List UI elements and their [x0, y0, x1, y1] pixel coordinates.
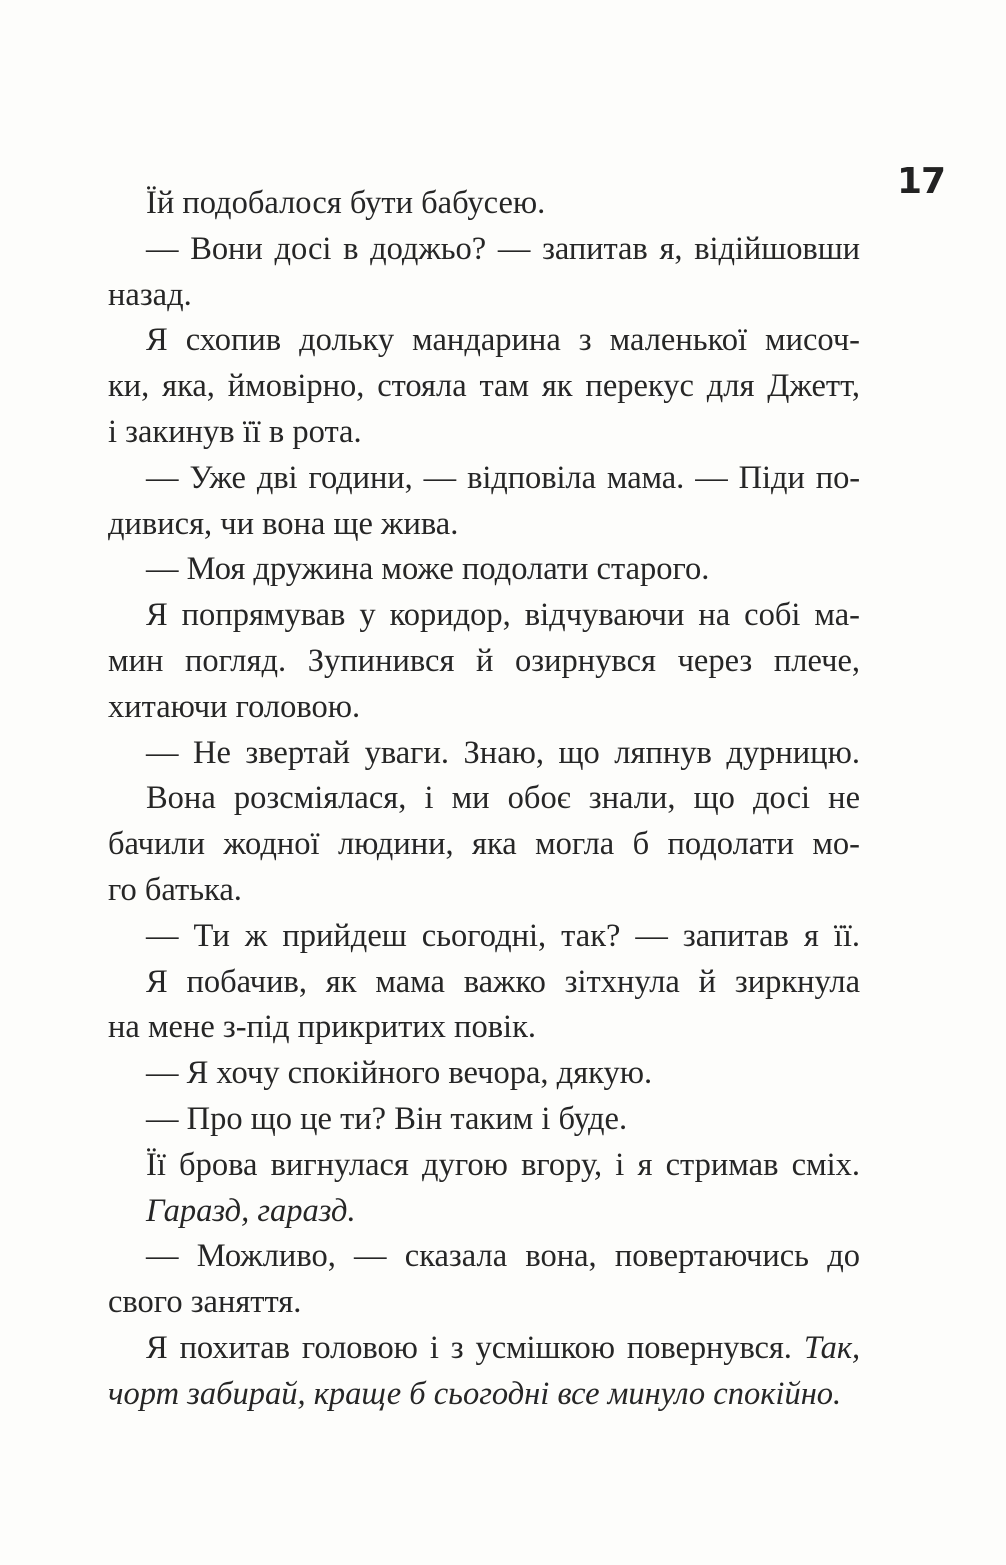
paragraph-line: на мене з-під прикритих повік.: [108, 1009, 536, 1046]
paragraph: [108, 547, 860, 593]
paragraph-line: — Я хочу спокійного вечора, дякую.: [146, 1055, 653, 1092]
paragraph: [108, 181, 860, 227]
paragraph: [108, 318, 860, 455]
paragraph-line: — Не звертай уваги. Знаю, що ляпнув дурницю.: [146, 734, 860, 771]
paragraph-line: [108, 1326, 860, 1372]
paragraph: [108, 1189, 860, 1235]
paragraph-line: Я попрямував у коридор, відчуваючи на собі ма-: [146, 597, 860, 634]
paragraph-line: хитаючи головою.: [108, 688, 361, 725]
paragraph-line: свого заняття.: [108, 1284, 302, 1321]
paragraph-line: Вона розсміялася, і ми обоє знали, що досі не: [146, 780, 860, 817]
text-run: Я похитав головою і з усмішкою повернувся.: [146, 1329, 804, 1366]
paragraph-line: Їй подобалося бути бабусею.: [146, 185, 546, 221]
paragraph-line: — Вони досі в доджьо? — запитав я, відійшовши: [146, 230, 860, 267]
paragraph: [108, 227, 860, 319]
paragraph-line: і закинув її в рота.: [108, 413, 362, 450]
body-text: [108, 181, 860, 1418]
paragraph: [108, 456, 860, 548]
paragraph-line: Я схопив дольку мандарина з маленької мисоч-: [146, 322, 860, 359]
paragraph-line: — Уже дві години, — відповіла мама. — Піди по-: [146, 459, 860, 496]
paragraph-line: го батька.: [108, 871, 242, 908]
paragraph-line: ки, яка, ймовірно, стояла там як перекус для Джетт,: [108, 368, 860, 405]
paragraph-line: бачили жодної людини, яка могла б подолати мо-: [108, 826, 860, 863]
page-number: 17: [897, 161, 946, 202]
paragraph-line: чорт забирай, краще б сьогодні все минуло спокійно.: [108, 1375, 842, 1412]
paragraph-final: [108, 1326, 860, 1418]
paragraph: [108, 776, 860, 913]
paragraph: [108, 914, 860, 960]
italic-text-run: Так,: [803, 1329, 860, 1366]
paragraph-line: Гаразд, гаразд.: [146, 1192, 356, 1229]
paragraph-line: — Ти ж прийдеш сьогодні, так? — запитав я її.: [146, 917, 860, 954]
paragraph: [108, 1051, 860, 1097]
paragraph-line: мин погляд. Зупинився й озирнувся через плече,: [108, 642, 860, 679]
paragraph-line: Я побачив, як мама важко зітхнула й зиркнула: [146, 963, 860, 1000]
paragraph: [108, 731, 860, 777]
paragraph: [108, 1234, 860, 1326]
paragraph: [108, 1143, 860, 1189]
paragraph-line: — Моя дружина може подолати старого.: [146, 551, 710, 588]
paragraph-line: — Можливо, — сказала вона, повертаючись до: [146, 1238, 860, 1275]
paragraph: [108, 1097, 860, 1143]
paragraph-line: — Про що це ти? Він таким і буде.: [146, 1100, 628, 1137]
paragraph-line: дивися, чи вона ще жива.: [108, 505, 459, 542]
paragraph-line: назад.: [108, 276, 192, 313]
paragraph: [108, 960, 860, 1052]
paragraph: [108, 593, 860, 730]
paragraph-line: Її брова вигнулася дугою вгору, і я стримав сміх.: [146, 1146, 860, 1183]
